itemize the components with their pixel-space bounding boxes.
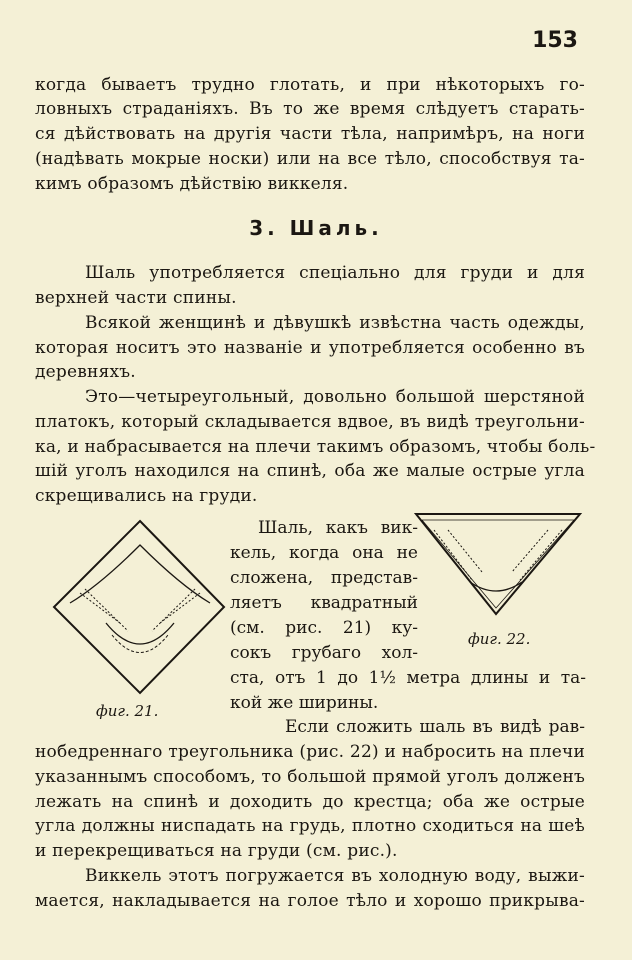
text-line: Это—четыреугольный, довольно большой шерстяной xyxy=(85,387,585,407)
text-line: сложена, представ- xyxy=(230,568,418,588)
text-line: платокъ, который складывается вдвое, въ видѣ треугольни- xyxy=(35,412,585,432)
text-line: Всякой женщинѣ и дѣвушкѣ извѣстна часть одежды, xyxy=(85,313,585,333)
figure-22 xyxy=(412,510,584,620)
text-line: нобедреннаго треугольника (рис. 22) и набросить на плечи xyxy=(35,742,585,762)
text-line: шій уголъ находился на спинѣ, оба же малые острые угла xyxy=(35,461,585,481)
figure-21 xyxy=(40,515,230,700)
text-line: сокъ грубаго хол- xyxy=(230,643,418,663)
text-line: ста, отъ 1 до 1½ метра длины и та- xyxy=(230,668,586,688)
text-line: верхней части спины. xyxy=(35,288,237,308)
figure-21-caption: фиг. 21. xyxy=(96,702,159,720)
text-line: кимъ образомъ дѣйствію виккеля. xyxy=(35,174,349,194)
text-line: ляетъ квадратный xyxy=(230,593,418,613)
text-line: которая носитъ это названіе и употребляется особенно въ xyxy=(35,338,585,358)
text-line: ловныхъ страданіяхъ. Въ то же время слѣдуетъ старать- xyxy=(35,99,585,119)
page-number: 153 xyxy=(532,28,578,53)
text-line: указаннымъ способомъ, то большой прямой уголъ долженъ xyxy=(35,767,585,787)
text-line: скрещивались на груди. xyxy=(35,486,258,506)
text-line: и перекрещиваться на груди (см. рис.). xyxy=(35,841,398,861)
text-line: мается, накладывается на голое тѣло и хорошо прикрыва- xyxy=(35,891,585,911)
figure-22-caption: фиг. 22. xyxy=(468,630,531,648)
section-title: 3. Шаль. xyxy=(249,216,383,240)
text-line: кой же ширины. xyxy=(230,693,379,713)
text-line: Шаль употребляется спеціально для груди и для xyxy=(85,263,585,283)
text-line: лежать на спинѣ и доходить до крестца; оба же острые xyxy=(35,792,585,812)
text-line: Виккель этотъ погружается въ холодную воду, выжи- xyxy=(85,866,585,886)
text-line: (см. рис. 21) ку- xyxy=(230,618,418,638)
text-line: Если сложить шаль въ видѣ рав- xyxy=(285,717,585,737)
text-line: (надѣвать мокрые носки) или на все тѣло, способствуя та- xyxy=(35,149,585,169)
text-line: кель, когда она не xyxy=(230,543,418,563)
text-line: Шаль, какъ вик- xyxy=(258,518,418,538)
text-line: угла должны ниспадать на грудь, плотно сходиться на шеѣ xyxy=(35,816,585,836)
text-line: деревняхъ. xyxy=(35,362,136,382)
text-line: когда бываетъ трудно глотать, и при нѣкоторыхъ го- xyxy=(35,75,585,95)
text-line: ся дѣйствовать на другія части тѣла, напримѣръ, на ноги xyxy=(35,124,585,144)
text-line: ка, и набрасывается на плечи такимъ образомъ, чтобы боль- xyxy=(35,437,596,457)
